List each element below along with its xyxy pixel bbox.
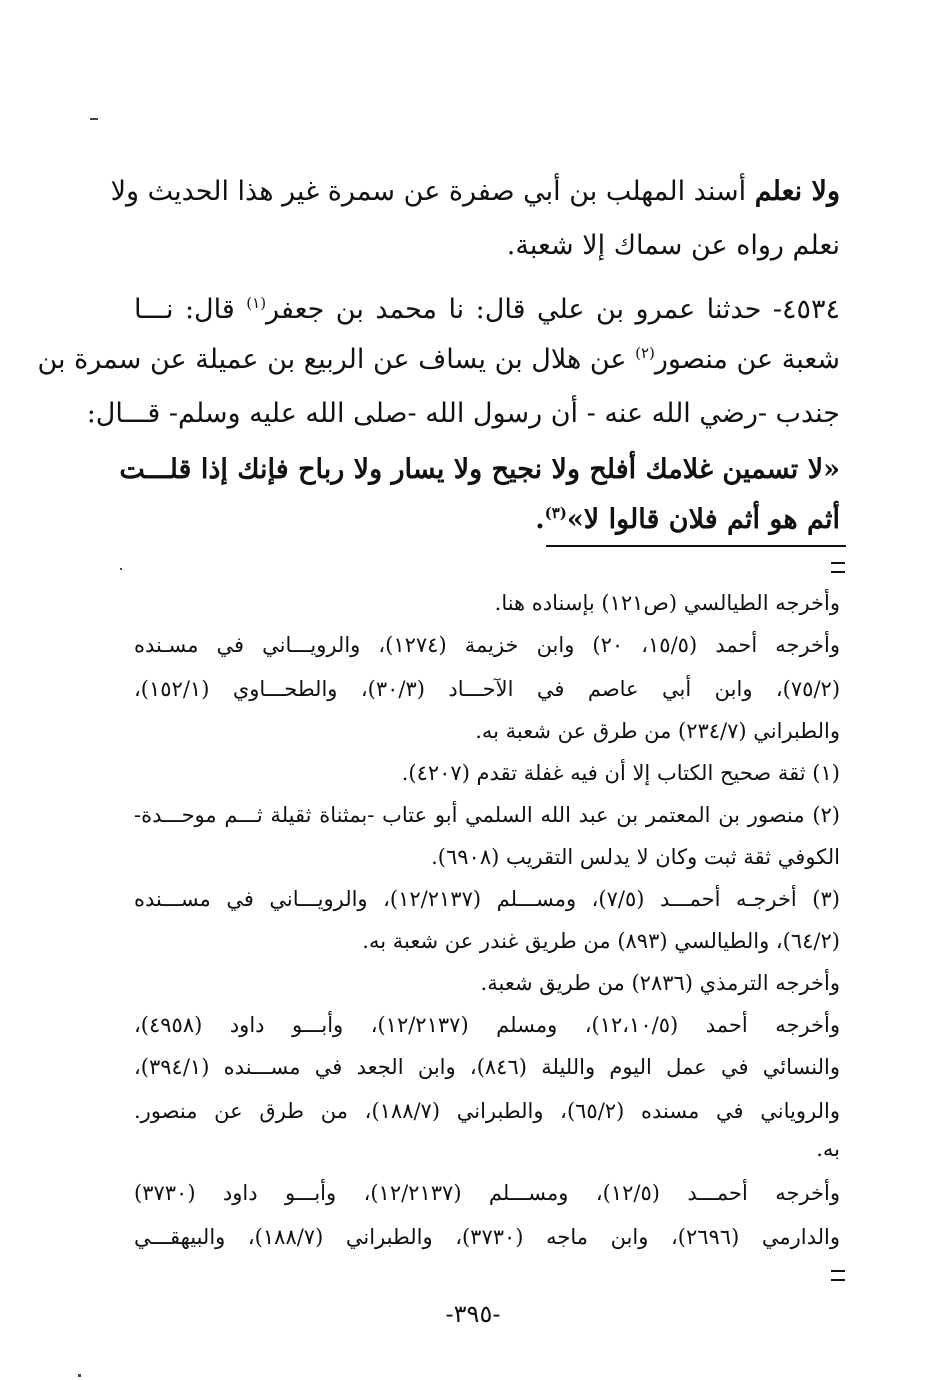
footnote-2: (٢) منصور بن المعتمر بن عبد الله السلمي أبو عتاب -بمثناة ثقيلة ثـــم موحـــدة-	[134, 803, 840, 827]
footnote-line: والدارمي (٢٦٩٦)، وابن ماجه (٣٧٣٠)، والطبراني (١٨٨/٧)، والبيهقـــي	[134, 1225, 840, 1249]
hadith-isnad-line-3: جندب -رضي الله عنه - أن رسول الله -صلى الله عليه وسلم- قـــال:	[86, 398, 840, 429]
footnote-line: وأخرجه الطيالسي (ص١٢١) بإسناده هنا.	[494, 591, 840, 615]
page-number: -٣٩٥-	[445, 1300, 501, 1328]
footnote-line: والروياني في مسنده (٦٥/٢)، والطبراني (١٨٨/٧)، من طرق عن منصور.	[134, 1099, 840, 1123]
main-text-line-1: ولا نعلم أسند المهلب بن أبي صفرة عن سمرة غير هذا الحديث ولا	[110, 176, 840, 207]
footnote-1: (١) ثقة صحيح الكتاب إلا أن فيه غفلة تقدم (٤٢٠٧).	[401, 761, 840, 785]
footnote-line: (٦٤/٢)، والطيالسي (٨٩٣) من طريق غندر عن شعبة به.	[362, 929, 840, 953]
footnote-line: (٧٥/٢)، وابن أبي عاصم في الآحـــاد (٣٠/٣)، والطحـــاوي (١٥٢/١)،	[134, 677, 841, 701]
hadith-isnad-line-1: ٤٥٣٤- حدثنا عمرو بن علي قال: نا محمد بن جعفر$^{(١)}$ قال: نـــا	[134, 294, 841, 325]
footnote-line: والنسائي في عمل اليوم والليلة (٨٤٦)، وابن الجعد في مســـنده (٣٩٤/١)،	[134, 1055, 840, 1079]
footnote-line: والطبراني (٢٣٤/٧) من طرق عن شعبة به.	[475, 719, 840, 743]
footnote-line: وأخرجه الترمذي (٢٨٣٦) من طريق شعبة.	[480, 971, 840, 995]
footnote-ref-1: (١)	[246, 294, 267, 312]
scan-speck	[120, 568, 122, 570]
footnote-3: (٣) أخرجـه أحمـــد (٧/٥)، ومســـلم (١٢/٢١٣٧)، والرويـــاني في مســـنده	[134, 887, 840, 911]
hadith-matn-line-1: «لا تسمين غلامك أفلح ولا نجيح ولا يسار ولا رباح فإنك إذا قلـــت	[119, 454, 840, 485]
scan-speck	[78, 1374, 81, 1377]
footnote-ref-2: (٢)	[635, 344, 655, 362]
footnote-line: به.	[816, 1137, 840, 1161]
continuation-mark-bottom	[831, 1270, 845, 1281]
footnote-ref-3: (٣)	[544, 504, 567, 522]
footnote-line: وأخرجه أحمـــد (١٢/٥)، ومســـلم (١٢/٢١٣٧)، وأبـــو داود (٣٧٣٠)	[134, 1181, 840, 1205]
hadith-isnad-line-2: شعبة عن منصور$^{(٢)}$ عن هلال بن يساف عن الربيع بن عميلة عن سمرة بن	[37, 344, 840, 375]
main-text-line-2: نعلم رواه عن سماك إلا شعبة.	[506, 230, 840, 261]
footnote-line: الكوفي ثقة ثبت وكان لا يدلس التقريب (٦٩٠٨).	[431, 845, 840, 869]
scan-speck	[90, 118, 98, 120]
footnote-separator-line	[546, 545, 846, 547]
continuation-mark-top	[831, 562, 845, 573]
footnote-line: وأخرجه أحمد (١٥/٥، ٢٠) وابن خزيمة (١٢٧٤)، والرويـــاني في مسـنده	[134, 633, 841, 657]
main-bold-phrase: ولا نعلم	[754, 176, 840, 207]
hadith-matn-line-2: أثم هو أثم فلان قالوا لا»$^{(٣)}$.	[535, 504, 840, 535]
footnote-line: وأخرجه أحمد (١٢،١٠/٥)، ومسلم (١٢/٢١٣٧)، وأبـــو داود (٤٩٥٨)،	[134, 1013, 840, 1037]
